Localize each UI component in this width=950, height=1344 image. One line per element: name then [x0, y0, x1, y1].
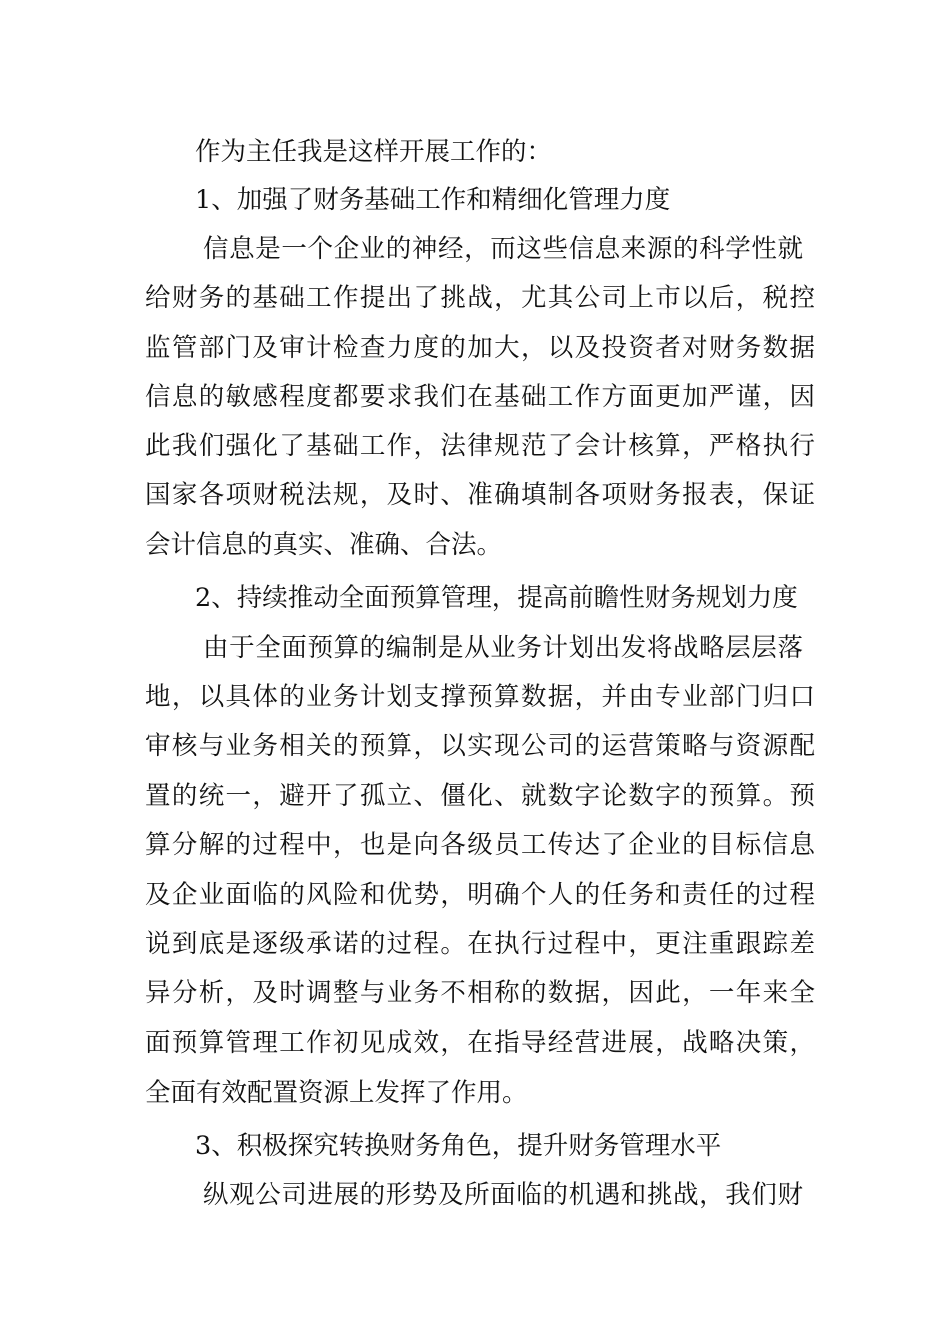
paragraph-1-line-3: 监管部门及审计检查力度的加大，以及投资者对财务数据 [145, 333, 815, 363]
paragraph-2-line-5: 算分解的过程中，也是向各级员工传达了企业的目标信息 [145, 830, 815, 860]
paragraph-2-line-1: 由于全面预算的编制是从业务计划出发将战略层层落 [203, 633, 803, 663]
section-heading-2: 2、持续推动全面预算管理，提高前瞻性财务规划力度 [195, 583, 798, 613]
paragraph-1-line-4: 信息的敏感程度都要求我们在基础工作方面更加严谨，因 [145, 382, 815, 412]
paragraph-2-line-2: 地，以具体的业务计划支撑预算数据，并由专业部门归口 [145, 682, 815, 712]
paragraph-1-line-1: 信息是一个企业的神经，而这些信息来源的科学性就 [203, 234, 803, 264]
paragraph-1-line-6: 国家各项财税法规，及时、准确填制各项财务报表，保证 [145, 480, 815, 510]
paragraph-2-line-3: 审核与业务相关的预算，以实现公司的运营策略与资源配 [145, 731, 815, 761]
paragraph-1-line-2: 给财务的基础工作提出了挑战，尤其公司上市以后，税控 [145, 283, 815, 313]
paragraph-2-line-7: 说到底是逐级承诺的过程。在执行过程中，更注重跟踪差 [145, 929, 815, 959]
paragraph-3-line-1: 纵观公司进展的形势及所面临的机遇和挑战，我们财 [203, 1180, 803, 1210]
intro-line: 作为主任我是这样开展工作的： [195, 137, 553, 167]
paragraph-2-line-10: 全面有效配置资源上发挥了作用。 [145, 1078, 528, 1108]
paragraph-2-line-4: 置的统一，避开了孤立、僵化、就数字论数字的预算。预 [145, 781, 815, 811]
section-heading-3: 3、积极探究转换财务角色，提升财务管理水平 [195, 1131, 722, 1161]
paragraph-1-line-5: 此我们强化了基础工作，法律规范了会计核算，严格执行 [145, 431, 815, 461]
paragraph-2-line-9: 面预算管理工作初见成效，在指导经营进展，战略决策， [145, 1028, 815, 1058]
paragraph-2-line-6: 及企业面临的风险和优势，明确个人的任务和责任的过程 [145, 880, 815, 910]
paragraph-1-line-7: 会计信息的真实、准确、合法。 [145, 530, 503, 560]
section-heading-1: 1、加强了财务基础工作和精细化管理力度 [195, 185, 671, 215]
paragraph-2-line-8: 异分析，及时调整与业务不相称的数据，因此，一年来全 [145, 978, 815, 1008]
